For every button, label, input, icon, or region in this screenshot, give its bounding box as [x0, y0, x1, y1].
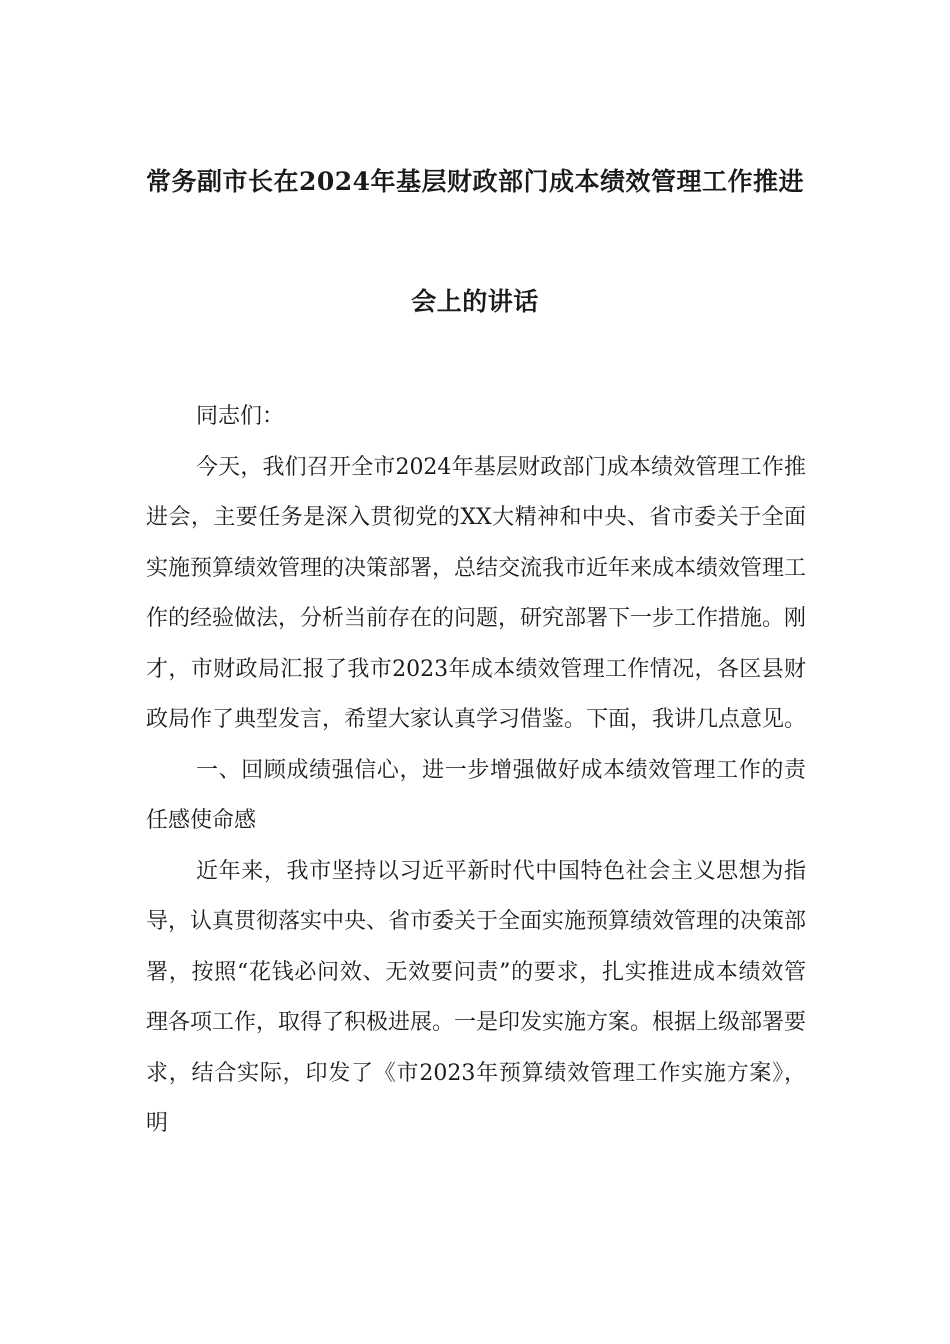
opening-paragraph: 今天，我们召开全市2024年基层财政部门成本绩效管理工作推进会，主要任务是深入贯彻党的XX大精神和中央、省市委关于全面实施预算绩效管理的决策部署，总结交流我市近年来成本绩效管理工作的经验做法，分析当前存在的问题，研究部署下一步工作措施。刚才，市财政局汇报了我市2023年成本绩效管理工作情况，各区县财政局作了典型发言，希望大家认真学习借鉴。下面，我讲几点意见。: [146, 454, 807, 732]
salutation-paragraph: 同志们：: [196, 404, 285, 429]
document-body: [146, 392, 806, 1150]
section-heading-1: 一、回顾成绩强信心，进一步增强做好成本绩效管理工作的责任感使命感: [146, 757, 806, 833]
document-title-line-2: 会上的讲话: [411, 287, 539, 316]
section-1-paragraph: 近年来，我市坚持以习近平新时代中国特色社会主义思想为指导，认真贯彻落实中央、省市委关于全面实施预算绩效管理的决策部署，按照“花钱必问效、无效要问责”的要求，扎实推进成本绩效管理各项工作，取得了积极进展。一是印发实施方案。根据上级部署要求，结合实际，印发了《市2023年预算绩效管理工作实施方案》，明: [146, 858, 807, 1136]
document-title-line-1: 常务副市长在2024年基层财政部门成本绩效管理工作推进: [145, 167, 805, 196]
